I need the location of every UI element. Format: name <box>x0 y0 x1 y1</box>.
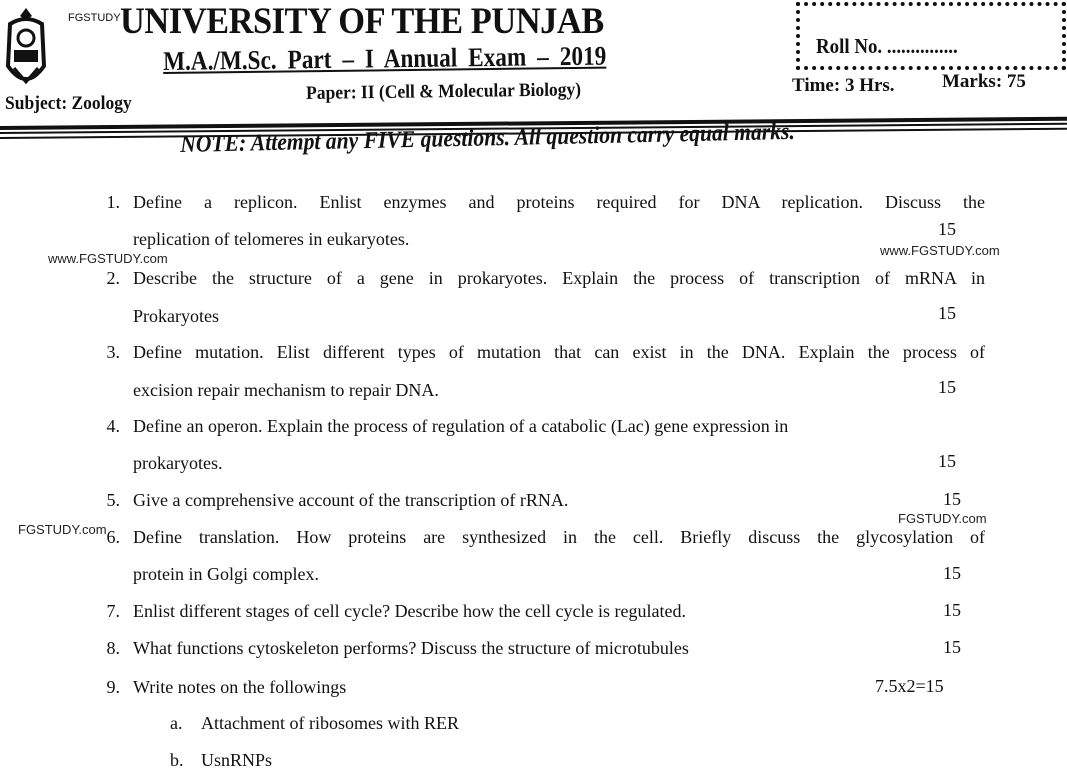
roll-number-label: Roll No. ............... <box>816 34 958 58</box>
exam-subtitle: M.A./M.Sc. Part – I Annual Exam – 2019 <box>163 40 607 76</box>
question-number: 9. <box>106 677 120 697</box>
university-crest-logo <box>4 6 48 94</box>
question-text: Define an operon. Explain the process of regulation of a catabolic (Lac) gene expression in <box>133 416 789 436</box>
question-marks: 15 <box>938 219 956 239</box>
question-number: 5. <box>106 490 120 510</box>
question-text: Write notes on the followings <box>133 677 347 697</box>
question-number: 4. <box>106 416 120 436</box>
watermark-fgstudy: FGSTUDY <box>68 12 121 24</box>
question-text: prokaryotes. <box>133 453 223 473</box>
subpart-label: a. <box>170 713 183 733</box>
total-marks-label: Marks: 75 <box>942 71 1026 92</box>
subpart-text: UsnRNPs <box>201 750 273 770</box>
question-marks: 15 <box>938 377 956 397</box>
watermark-text: FGSTUDY.com <box>18 522 107 537</box>
subpart-text: Attachment of ribosomes with RER <box>201 713 459 733</box>
question-text: Describe the structure of a gene in prokaryotes. Explain the process of transcription of mRNA in <box>133 268 985 288</box>
watermark-text: www.FGSTUDY.com <box>880 243 1000 258</box>
question-text: Prokaryotes <box>133 306 219 326</box>
question-number: 7. <box>106 601 120 621</box>
question-marks: 7.5x2=15 <box>875 676 944 696</box>
subject-label: Subject: Zoology <box>5 93 132 114</box>
question-marks: 15 <box>943 600 961 620</box>
time-label: Time: 3 Hrs. <box>792 75 895 96</box>
question-text: Give a comprehensive account of the transcription of rRNA. <box>133 490 569 510</box>
question-text: Define translation. How proteins are synthesized in the cell. Briefly discuss the glycosylation of <box>133 527 985 547</box>
subpart-label: b. <box>170 750 184 770</box>
question-marks: 15 <box>938 451 956 471</box>
question-marks: 15 <box>943 563 961 583</box>
watermark-text: www.FGSTUDY.com <box>48 251 168 266</box>
question-number: 2. <box>106 268 120 288</box>
question-text: protein in Golgi complex. <box>133 564 319 584</box>
question-marks: 15 <box>943 637 961 657</box>
question-text: What functions cytoskeleton performs? Discuss the structure of microtubules <box>133 638 689 658</box>
question-text: Enlist different stages of cell cycle? Describe how the cell cycle is regulated. <box>133 601 686 621</box>
question-text: Define mutation. Elist different types of mutation that can exist in the DNA. Explain the process of <box>133 342 985 362</box>
question-marks: 15 <box>943 489 961 509</box>
paper-label: Paper: II (Cell & Molecular Biology) <box>306 79 582 104</box>
question-number: 3. <box>106 342 120 362</box>
question-number: 8. <box>106 638 120 658</box>
university-title: UNIVERSITY OF THE PUNJAB <box>120 1 604 42</box>
question-number: 6. <box>106 527 120 547</box>
question-marks: 15 <box>938 303 956 323</box>
exam-note: NOTE: Attempt any FIVE questions. All question carry equal marks. <box>180 118 796 158</box>
question-text: replication of telomeres in eukaryotes. <box>133 229 410 249</box>
watermark-text: FGSTUDY.com <box>898 511 987 526</box>
question-text: Define a replicon. Enlist enzymes and proteins required for DNA replication. Discuss the <box>133 192 985 212</box>
question-text: excision repair mechanism to repair DNA. <box>133 380 439 400</box>
question-number: 1. <box>106 192 120 212</box>
